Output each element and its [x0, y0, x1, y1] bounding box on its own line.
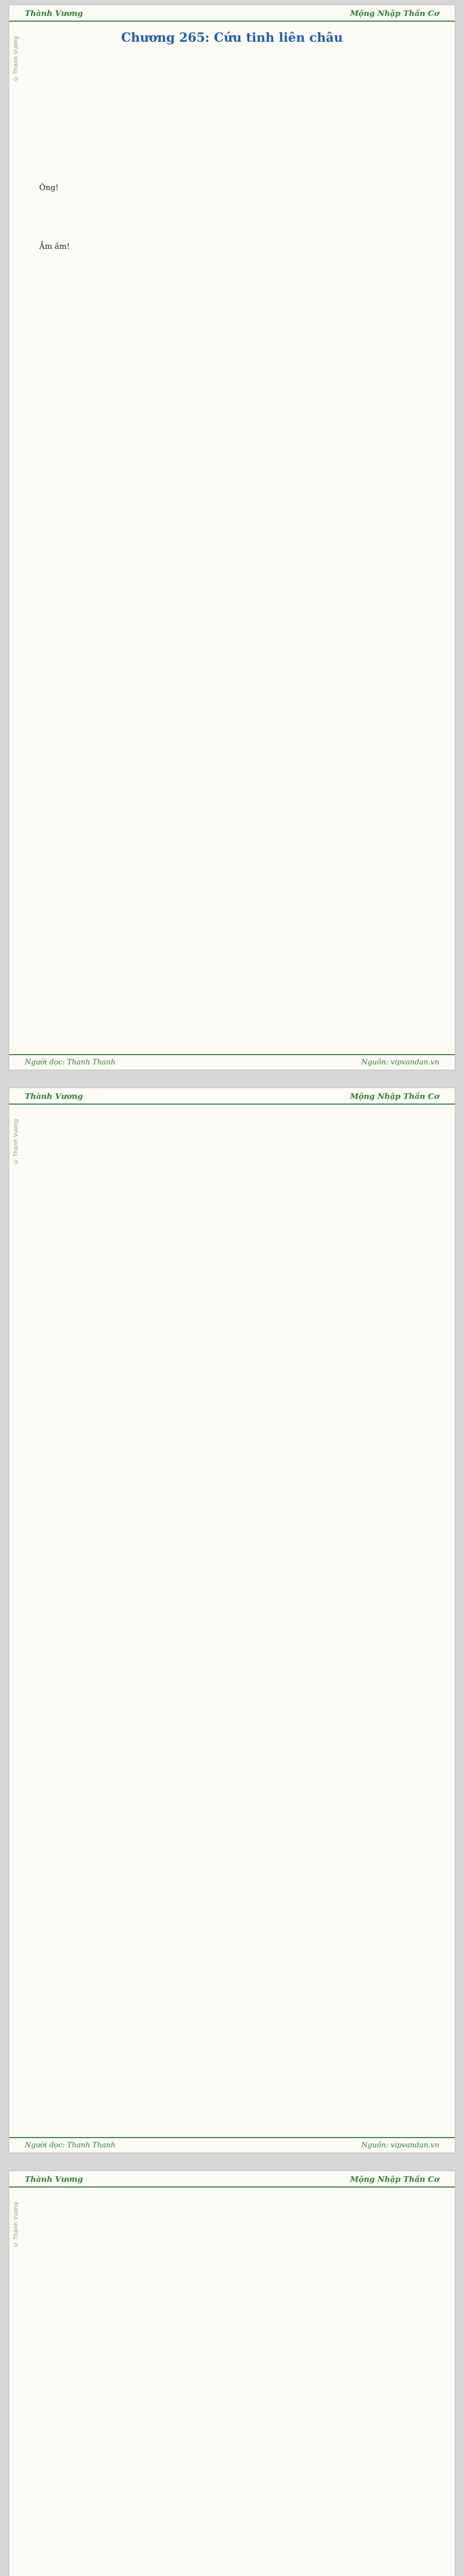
side-watermark: © Thành Vương: [12, 36, 19, 82]
paragraph: [28, 1265, 436, 1281]
paragraph: [28, 2194, 436, 2209]
paragraph: [28, 143, 436, 158]
header-book-title: Mộng Nhập Thần Cơ: [350, 9, 439, 18]
paragraph: [28, 65, 436, 81]
paragraph: [28, 1219, 436, 1234]
paragraph: [28, 1358, 436, 1374]
header-author: Thành Vương: [25, 1092, 83, 1101]
paragraph: [28, 112, 436, 127]
paragraph: [28, 50, 436, 65]
paragraph: [28, 353, 436, 368]
paragraph: [28, 2410, 436, 2426]
paragraph: [28, 1296, 436, 1312]
paragraph: [28, 2240, 436, 2256]
paragraph: [28, 96, 436, 112]
paragraph: [28, 1157, 436, 1173]
paragraph: [28, 291, 436, 307]
page-footer: [9, 1054, 455, 1070]
paragraph: [28, 2348, 436, 2364]
paragraph: [28, 2379, 436, 2395]
paragraph: [28, 2472, 436, 2487]
paragraph: [28, 217, 436, 232]
paragraph: [28, 2209, 436, 2225]
paragraph: [28, 1234, 436, 1250]
page-footer: [9, 2137, 455, 2153]
paragraph: [28, 81, 436, 96]
footer-source: Nguồn: vipvandan.vn: [361, 2141, 439, 2149]
paragraph: [28, 1343, 436, 1358]
header-author: Thành Vương: [25, 9, 83, 18]
paragraph: [28, 2286, 436, 2302]
page-2: [9, 1088, 455, 2153]
page-content: [28, 1111, 436, 2132]
paragraph: [28, 1188, 436, 1204]
paragraph: [28, 322, 436, 337]
paragraph: [28, 2441, 436, 2456]
paragraph: [28, 260, 436, 276]
side-watermark: © Thành Vương: [12, 1119, 19, 1165]
paragraph: [28, 2333, 436, 2348]
page-content: [28, 2194, 436, 2576]
paragraph: [28, 2456, 436, 2472]
paragraph: [28, 1173, 436, 1188]
paragraph: [28, 1404, 436, 1420]
sound-effect-line: Ông!: [39, 183, 59, 192]
paragraph: [28, 201, 436, 217]
paragraph: [28, 1281, 436, 1296]
side-watermark: © Thành Vương: [12, 2202, 19, 2248]
sound-effect-line: Ầm ầm!: [39, 242, 70, 251]
paragraph: [28, 2487, 436, 2503]
paragraph: [28, 2317, 436, 2333]
paragraph: [28, 1204, 436, 1219]
page-header: [9, 1088, 455, 1105]
paragraph: [28, 1312, 436, 1327]
paragraph: [28, 2225, 436, 2240]
header-book-title: Mộng Nhập Thần Cơ: [350, 1092, 439, 1101]
paragraph: [28, 2302, 436, 2317]
paragraph: [28, 337, 436, 353]
paragraph: [28, 2256, 436, 2271]
footer-source: Nguồn: vipvandan.vn: [361, 1058, 439, 1066]
paragraph: [28, 1327, 436, 1343]
paragraph: [28, 1250, 436, 1265]
paragraph: [28, 1374, 436, 1389]
page-header: [9, 5, 455, 22]
page-content: [28, 28, 436, 1049]
paragraph: [28, 1389, 436, 1404]
paragraph: [28, 1142, 436, 1157]
paragraph: [28, 2395, 436, 2410]
paragraph: [28, 158, 436, 174]
paragraph: [28, 307, 436, 322]
paragraph: [28, 1126, 436, 1142]
page-3: [9, 2171, 455, 2576]
paragraph: [28, 276, 436, 291]
page-1: [9, 5, 455, 1070]
paragraph: [28, 2271, 436, 2286]
paragraph: [28, 2364, 436, 2379]
page-header: [9, 2171, 455, 2188]
paragraph: [28, 368, 436, 384]
chapter-title: Chương 265: Cứu tinh liên châu: [121, 30, 343, 45]
paragraph: [28, 1111, 436, 1126]
footer-reader: Người đọc: Thanh Thanh: [25, 1058, 115, 1066]
paragraph: [28, 2426, 436, 2441]
header-book-title: Mộng Nhập Thần Cơ: [350, 2175, 439, 2184]
footer-reader: Người đọc: Thanh Thanh: [25, 2141, 115, 2149]
header-author: Thành Vương: [25, 2175, 83, 2184]
paragraph: [28, 127, 436, 143]
